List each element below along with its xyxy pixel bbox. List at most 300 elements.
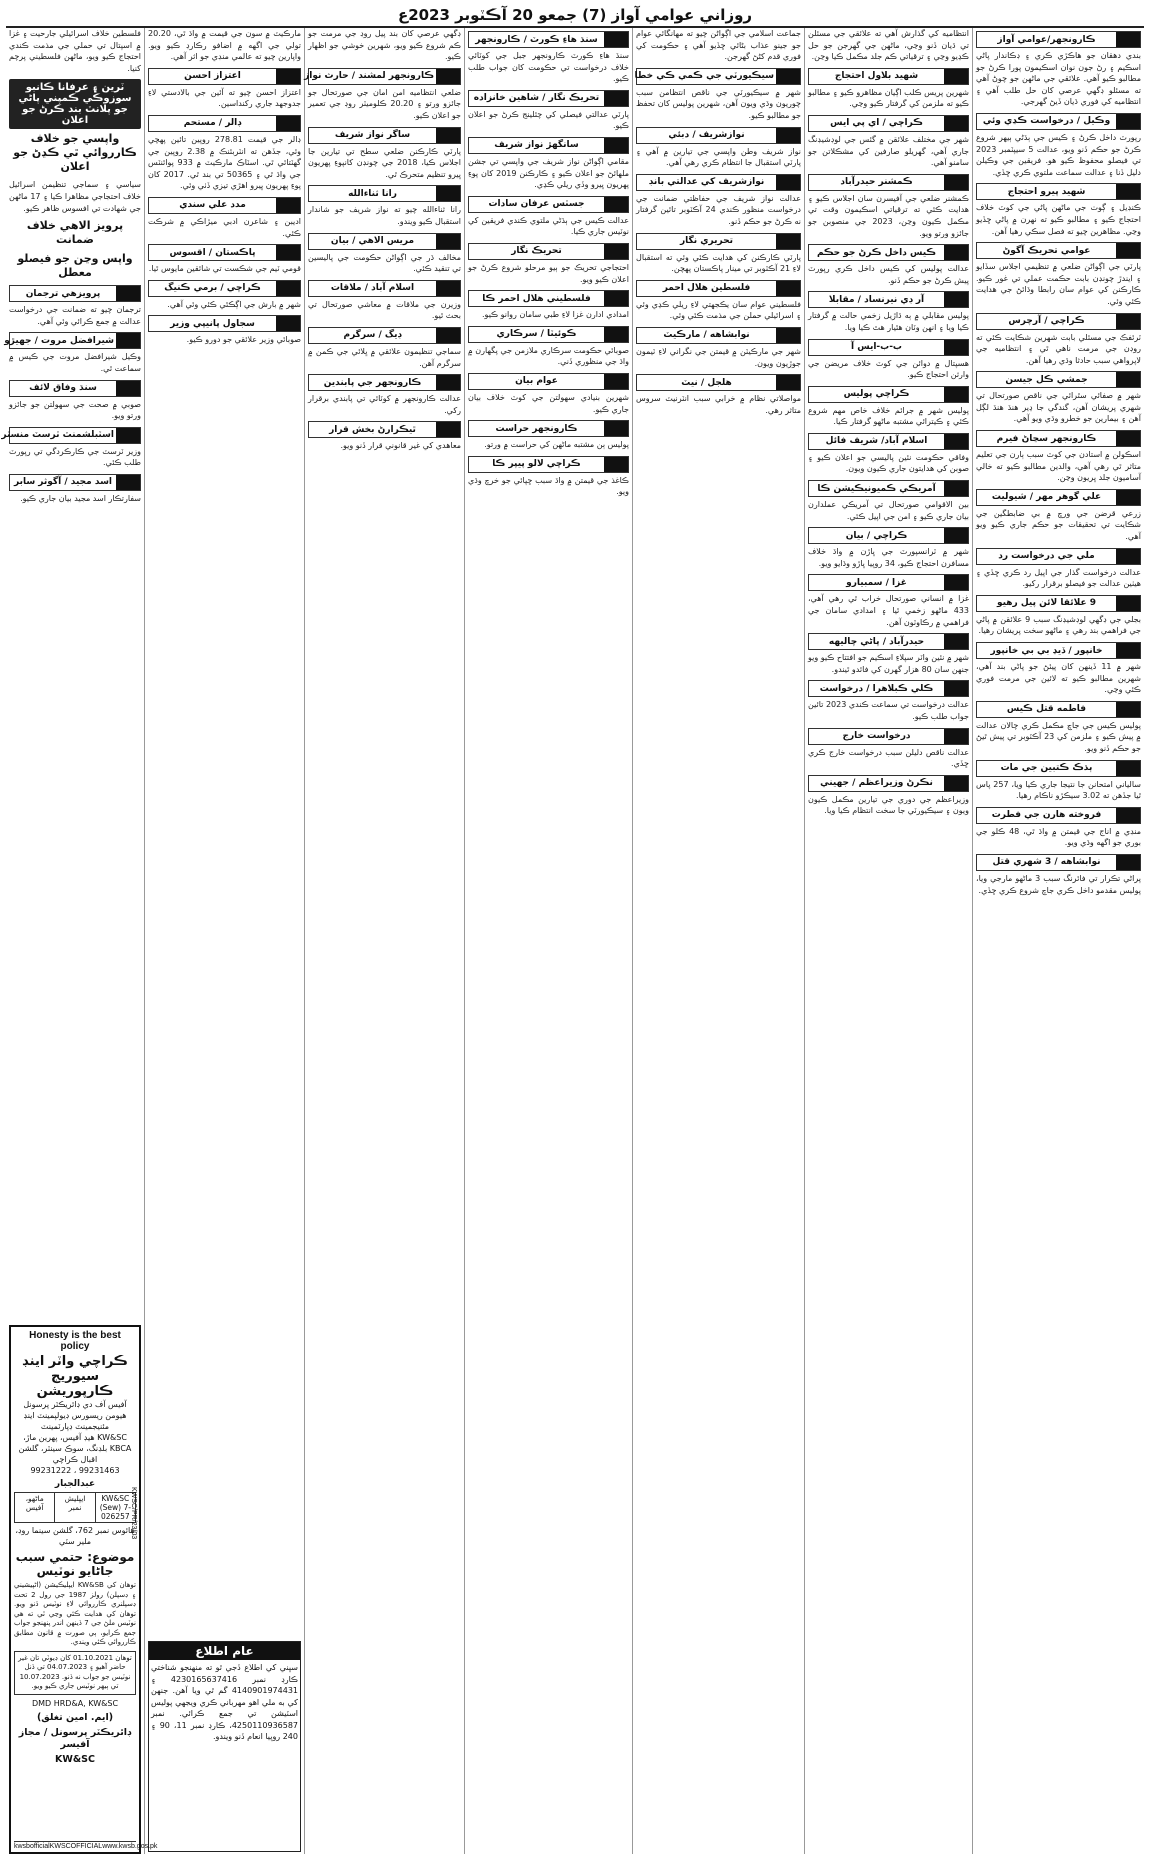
news-story <box>976 854 1141 896</box>
kwsc-advertisement <box>9 1325 158 1854</box>
dateline-box <box>468 326 629 343</box>
dateline-text: ڪمشنر حيدرآباد <box>840 177 913 188</box>
dateline-box <box>308 421 461 438</box>
redaction-block <box>944 776 968 791</box>
story-body: شهر ۾ سيڪيورٽي جي ناقص انتظامن سبب چوريون وڌي ويون آهن، شهرين پوليس کان تحفظ جو مطالبو ڪيو. <box>636 87 801 120</box>
masthead-title: روزاني عوامي آواز (7) جمعو 20 آڪٽوبر 2023ع <box>6 4 1144 28</box>
redaction-block <box>116 428 140 443</box>
news-story <box>148 244 301 275</box>
story-body: اسڪولن ۾ استادن جي کوٽ سبب ٻارن جي تعليم متاثر ٿي رهي آهي، والدين مطالبو ڪيو ته خالي آساميون جلد ڀريون وڃن. <box>976 450 1141 483</box>
dateline-box <box>808 339 969 356</box>
news-story <box>468 290 629 321</box>
story-body: مواصلاتي نظام ۾ خرابي سبب انٽرنيٽ سروس متاثر رهي. <box>636 394 801 415</box>
dateline-text: هلجل / نيٽ <box>681 377 732 388</box>
redaction-block <box>776 328 800 343</box>
dateline-box <box>976 595 1141 612</box>
dateline-text: سنڌ وفاق لائف <box>29 383 97 394</box>
redaction-block <box>1116 372 1140 387</box>
news-story <box>308 233 461 275</box>
redaction-block <box>1116 549 1140 564</box>
story-body: پراڻي تڪرار تي فائرنگ سبب 3 ماڻهو مارجي ويا، پوليس مقدمو داخل ڪري جاچ شروع ڪري ڇڏي. <box>976 873 1141 895</box>
dateline-box <box>636 280 801 297</box>
redaction-block <box>944 681 968 696</box>
dateline-box <box>976 807 1141 824</box>
dateline-text: نوابشاهه / مارڪيٽ <box>663 330 750 341</box>
dateline-text: 9 علائقا لائن پيل رهيو <box>996 598 1097 609</box>
redaction-block <box>276 69 300 84</box>
news-story <box>636 327 801 369</box>
redaction-block <box>776 234 800 249</box>
news-story <box>468 326 629 368</box>
redaction-block <box>604 421 628 436</box>
dateline-text: ساگر نواز شريف <box>334 130 411 141</box>
story-body: شهر ۾ 11 ڏينهن کان پيئڻ جو پاڻي بند آهي، شهرين مطالبو ڪيو ته لائين جي مرمت فوري ڪئي وڃي. <box>976 662 1142 695</box>
story-body: فلسطين خلاف اسرائيلي جارحيت ۽ غزا ۾ اسپتال تي حملي جي مذمت ڪندي احتجاج ڪيو ويو، ماڻهن فلسطيني پرچم کنيا. <box>9 29 141 73</box>
redaction-block <box>1116 114 1140 129</box>
column-5 <box>304 28 464 1854</box>
dateline-text: پرويزهي ترجمان <box>25 288 101 299</box>
dateline-text: تحريڪ نگار <box>511 246 562 257</box>
story-body: غزا ۾ انساني صورتحال خراب ٿي رهي آهي، 433 ماڻهو زخمي ٿيا ۽ امدادي سامان جي فراهمي ۾ رڪاوٽون آهن. <box>808 594 969 627</box>
news-story <box>976 430 1141 484</box>
news-story <box>636 68 801 122</box>
story-body: شهر ۾ بارش جي اڳڪٿي ڪئي وئي آهي. <box>167 299 301 309</box>
dateline-box <box>808 386 969 403</box>
dateline-box <box>468 373 629 390</box>
dateline-text: خانپور / ڏيڍ بي بي خانپور <box>990 645 1103 656</box>
story-body: قومي ٽيم جي شڪست تي شائقين مايوس ٿيا. <box>148 264 301 274</box>
redaction-block <box>1116 702 1140 717</box>
story-body: احتجاجي تحريڪ جو ٻيو مرحلو شروع ڪرڻ جو اعلان ڪيو ويو. <box>468 262 629 284</box>
dateline-box <box>468 90 629 107</box>
ad-subheading: عبدالجبار <box>54 1479 96 1489</box>
news-story <box>308 28 461 63</box>
redaction-block <box>1116 596 1140 611</box>
dateline-box <box>636 174 801 191</box>
news-story <box>148 115 301 192</box>
ad-signer-org: KW&SC <box>55 1753 95 1765</box>
dateline-box <box>308 374 461 391</box>
news-story <box>468 31 629 85</box>
news-story <box>308 327 461 369</box>
news-story <box>976 701 1141 755</box>
story-body: عدالت درخواست گذار جي اپيل رد ڪري ڇڏي ۽ هيٺين عدالت جو فيصلو برقرار رکيو. <box>976 567 1141 589</box>
redaction-block <box>944 481 968 496</box>
ad-policy: Honesty is the best policy <box>29 1330 121 1352</box>
dateline-box <box>308 233 461 250</box>
dateline-text: شهيد پيرو احتجاج <box>1007 186 1086 197</box>
dateline-text: اسلام آباد / ملاقات <box>330 283 415 294</box>
dateline-box <box>148 280 301 297</box>
story-body: سياسي ۽ سماجي تنظيمن اسرائيل خلاف احتجاجي مظاهرا ڪيا ۽ 17 ماڻهن جي شهادت تي افسوس ظاهر ڪيو. <box>9 180 141 213</box>
news-story <box>148 28 301 63</box>
news-story <box>148 197 301 239</box>
dateline-box <box>148 115 301 132</box>
story-body: مقامي اڳواڻن نواز شريف جي واپسي تي جشن ملهائڻ جو اعلان ڪيو ۽ ڪارڪنن 2019 کان پوءِ پهريون ڀيرو وڏي ريلي ڪڍي. <box>468 156 630 190</box>
dateline-text: مريس الاهي / بيان <box>330 236 415 247</box>
story-body: وزيراعظم جي دوري جي تيارين مڪمل ڪيون ويون ۽ سيڪيورٽي جا سخت انتظام ڪيا ويا. <box>808 794 969 816</box>
ad-table <box>14 1492 136 1523</box>
story-body: بين الاقوامي صورتحال تي آمريڪي عملدارن بيان جاري ڪيو ۽ امن جي اپيل ڪئي. <box>808 500 969 521</box>
dateline-box <box>976 489 1141 506</box>
story-body: مارڪيٽ ۾ سون جي قيمت ۾ واڌ ٿي، 20.20 تولي جي اگهه ۾ اضافو رڪارڊ ڪيو ويو. واپارين چيو ته عالمي منڊي جو اثر آهي. <box>148 29 301 62</box>
dateline-box <box>636 233 801 250</box>
dateline-box <box>308 280 461 297</box>
dateline-text: آمريڪي ڪميونيڪيشن ڪا <box>817 483 936 494</box>
redaction-block <box>944 434 968 449</box>
story-body: ڊالر جي قيمت 278.81 روپين تائين پهچي وئي، جڏهن ته انٽربئنڪ ۾ 2.38 روپين جي گهٽتائي ٿي. اسٽاڪ مارڪيٽ ۾ 933 پوائنٽس جي واڌ ٿي ۽ 50365 تي بند ٿي. 2017 کان پوءِ پهريون ڀيرو اهڙي تيزي ڏٺي وئي. <box>148 134 301 191</box>
redaction-block <box>944 634 968 649</box>
story-body: رانا ثناءالله چيو ته نواز شريف جو شاندار استقبال ڪيو ويندو. <box>308 205 461 226</box>
column-1 <box>972 28 1144 1854</box>
dateline-text: مدد علي سندي <box>179 200 246 211</box>
news-story <box>308 421 461 452</box>
redaction-block <box>276 316 300 331</box>
news-story <box>808 386 969 428</box>
dateline-box <box>976 854 1141 871</box>
story-body: عدالت نواز شريف جي حفاظتي ضمانت جي درخواست منظور ڪندي 24 آڪٽوبر تائين گرفتار نه ڪرڻ جو حڪم ڏنو. <box>636 193 801 226</box>
dateline-text: ڊيگ / سرگرم <box>343 330 402 341</box>
ad-signer: (ايم. امين تغلق) <box>36 1711 114 1723</box>
redaction-block <box>944 528 968 543</box>
dateline-text: ڪراچي / آرچرس <box>1008 316 1085 326</box>
redaction-block <box>604 291 628 306</box>
dateline-box <box>808 291 969 308</box>
redaction-block <box>436 69 460 84</box>
news-story <box>9 380 141 422</box>
news-story <box>976 760 1141 802</box>
columns-container <box>1 28 1144 1854</box>
dateline-text: نوازشريف / دبئي <box>668 130 745 141</box>
dateline-box <box>468 137 629 154</box>
dateline-text: ڪيس داخل ڪرڻ جو حڪم <box>816 247 937 258</box>
story-body: عدالت درخواست تي سماعت ڪندي 2023 تائين جواب طلب ڪيو. <box>808 700 969 721</box>
dateline-text: حيدرآباد / پاڻي چاليهه <box>828 636 925 647</box>
dateline-box <box>976 113 1141 130</box>
dateline-text: ڪراچي / اي پي ايس <box>830 118 923 129</box>
redaction-block <box>276 245 300 260</box>
news-story <box>636 233 801 275</box>
dateline-text: تحريڪ نگار / شاهين خانزاده <box>473 93 600 104</box>
news-story <box>808 115 969 169</box>
notice-title: عام اطلاع <box>149 1642 300 1660</box>
dateline-text: ڊالر / مستحم <box>183 118 242 129</box>
redaction-block <box>1116 855 1140 870</box>
story-headline: واپس وڃن جو فيصلو معطل <box>17 252 133 280</box>
news-story <box>308 280 461 322</box>
story-headline: پرويز الاهي خلاف ضمانت <box>26 219 124 247</box>
dateline-box <box>636 127 801 144</box>
story-body: ڪنڊيل ۽ ڳوٺ جي ماڻهن پاڻي جي کوٽ خلاف احتجاج ڪيو ۽ مطالبو ڪيو ته نهرن ۾ پاڻي ڇڏيو وڃي. مظاهرين چيو ته فصل سڪي رهيا آهن. <box>976 203 1141 236</box>
dateline-text: ٻڌڪ ڪتبين جي مات <box>1000 763 1093 774</box>
story-body: منڊي ۾ اناج جي قيمتن ۾ واڌ ٿي، 48 ڪلو جي بوري جو اگهه وڌي ويو. <box>976 826 1141 848</box>
dateline-text: ڪارونجهر لمشند / حارث نواز <box>304 71 434 82</box>
dateline-text: آر ڊي نيرنساد / مقابلا <box>828 294 925 305</box>
story-body: اديبن ۽ شاعرن ادبي ميڙاڪي ۾ شرڪت ڪئي. <box>148 216 301 238</box>
dateline-text: علي گوهر مهر / شيوليت <box>991 492 1102 503</box>
dateline-text: ڪارونجهر/عوامي آواز <box>997 34 1096 45</box>
dateline-box <box>636 374 801 391</box>
story-body: عدالت پوليس کي ڪيس داخل ڪري رپورٽ پيش ڪرڻ جو حڪم ڏنو. <box>808 264 969 285</box>
dateline-box <box>808 574 969 591</box>
dateline-text: فاطمه قتل ڪيس <box>1006 704 1087 715</box>
redaction-block <box>1116 431 1140 446</box>
dateline-box <box>148 315 301 332</box>
dateline-box <box>976 430 1141 447</box>
story-body: امدادي ادارن غزا لاءِ طبي سامان روانو ڪيو. <box>482 310 629 320</box>
news-story <box>976 807 1141 849</box>
ad-box: توهان 01.10.2021 کان ڊيوٽي تان غير حاضر آهيو ۽ 04.07.2023 تي ڏنل نوٽيس جو جواب نه ڏنو. 10.07.2023 تي ٻيهر نوٽيس جاري ڪيو ويو. <box>14 1651 136 1695</box>
story-body: عدالت ڪارونجهر ۾ کوٽائي تي پابندي برقرار رکي. <box>308 394 461 415</box>
ad-dept2: هيومن ريسورس ڊيولپمينٽ اينڊ مئنيجمينٽ ڊپارٽمينٽ <box>23 1411 127 1431</box>
redaction-block <box>1116 314 1140 329</box>
dateline-text: فلسطيني هلال احمر ڪا <box>482 293 591 304</box>
story-body: وفاقي حڪومت نئين پاليسي جو اعلان ڪيو ۽ صوبن کي هدايتون جاري ڪيون ويون. <box>808 452 969 474</box>
news-story <box>636 374 801 416</box>
dateline-text: ڪراچي پوليس <box>843 389 910 400</box>
redaction-block <box>436 128 460 143</box>
news-story <box>976 548 1141 590</box>
news-story <box>808 291 969 333</box>
news-story <box>808 433 969 475</box>
redaction-block <box>116 475 140 490</box>
redaction-block <box>944 116 968 131</box>
story-body: پوليس شهر ۾ جرائم خلاف خاص مهم شروع ڪئي ۽ ڪيترائي مشتبه ماڻهو گرفتار ڪيا. <box>808 405 969 427</box>
redaction-block <box>944 575 968 590</box>
dateline-text: اسد مجيد / آگوثر سابر <box>13 477 113 488</box>
dateline-box <box>468 31 629 48</box>
news-story <box>468 137 629 191</box>
story-body: سنڌ هاءِ ڪورٽ ڪارونجهر جبل جي کوٽائي خلاف درخواست تي حڪومت کان جواب طلب ڪيو. <box>468 51 629 84</box>
story-body: صوبي ۾ صحت جي سهولتن جو جائزو ورتو ويو. <box>9 399 141 421</box>
news-story <box>468 373 629 415</box>
redaction-block <box>1116 808 1140 823</box>
story-body: شهر جي مختلف علائقن ۾ گئس جي لوڊشيڊنگ جاري آهي، گهريلو صارفين کي مشڪلاتن جو سامنو آهي. <box>808 134 969 168</box>
ad-body: توهان کي KW&SB ايپليڪيشن (اڻپيشيني ۽ ڊسپلن) رولز 1987 جي رول 2 تحت ڊسپلنري ڪارروائي لاءِ نوٽيس ڏنو ويو. توهان کي هدايت ڪئي وڃي ٿي ته هي نوٽيس ملڻ جي 7 ڏينهن اندر پنهنجو جواب جمع ڪرايو، ٻي صورت ۾ قانون مطابق ڪارروائي ڪئي ويندي. <box>14 1581 136 1646</box>
story-body: شهر جي مارڪيٽن ۾ قيمتن جي نگراني لاءِ ٽيمون جوڙيون ويون. <box>636 346 801 368</box>
news-story <box>304 68 461 122</box>
dateline-text: نڪرڻ وزيراعظم / جهيني <box>820 778 933 789</box>
redaction-block <box>944 245 968 260</box>
dateline-text: نوابشاهه / 3 شهري قتل <box>992 857 1101 868</box>
story-body: شهر ۾ ٽرانسپورٽ جي ڀاڙن ۾ واڌ خلاف مسافرن احتجاج ڪيو، 34 روپيا ڀاڙو وڌايو ويو. <box>808 547 969 568</box>
ad-phone: 99231222 <box>30 1466 72 1475</box>
story-body: فلسطيني عوام سان يڪجهتي لاءِ ريلي ڪڍي وئي ۽ اسرائيلي حملن جي مذمت ڪئي وئي. <box>636 299 801 321</box>
column-4 <box>464 28 632 1854</box>
story-body: انتظاميه کي گذارش آهي ته علائقي جي مسئلن تي ڌيان ڏنو وڃي، ماڻهن جي گهرجن جو حل ڪڍيو وڃي ۽ ترقياتي ڪم جلد مڪمل ڪيا وڃن. <box>808 29 969 62</box>
dateline-box <box>148 244 301 261</box>
ad-address: KW&SC هيڊ آفيس، پهرين ماڙ، KBCA بلڊنگ، سوڪ سينٽر، گلشن اقبال ڪراچي <box>18 1433 132 1464</box>
redaction-block <box>944 175 968 190</box>
story-body: وزيرن جي ملاقات ۾ معاشي صورتحال تي بحث ٿيو. <box>308 299 461 321</box>
news-story <box>808 728 969 770</box>
dateline-box <box>308 327 461 344</box>
news-story <box>9 28 141 74</box>
news-story <box>976 595 1141 637</box>
ad-vertical-code: KWSC/PR/23/03 <box>130 1487 137 1540</box>
story-body: شهر ۾ صفائي سٿرائي جي ناقص صورتحال تي شهري پريشان آهن، گندگي جا ڍير هنڌ هنڌ لڳل آهن ۽ بيمارين جو خطرو وڌي ويو آهي. <box>976 391 1141 424</box>
dateline-text: فروخته هارن جي فطرت <box>991 810 1102 821</box>
story-body: پوليس ڪيس جي جاچ مڪمل ڪري چالان عدالت ۾ پيش ڪيو ۽ ملزمن کي 23 آڪٽوبر تي پيش ٿيڻ جو حڪم ڏنو ويو. <box>976 720 1141 753</box>
news-story <box>976 242 1141 307</box>
redaction-block <box>1116 243 1140 258</box>
dateline-text: سيڪيورٽي جي ڪمي ڪي خطا <box>634 71 774 82</box>
news-story <box>808 244 969 286</box>
dateline-text: ڪوئيٽا / سرڪاري <box>496 329 577 340</box>
dateline-box <box>976 701 1141 718</box>
news-story <box>308 374 461 416</box>
redaction-block <box>116 333 140 348</box>
story-body: معاهدي کي غير قانوني قرار ڏنو ويو. <box>340 441 461 451</box>
story-body: بندي دهقان جو هاڪڙي ڪري ۽ ڊڪاندار پاڻي اسڪيم ۽ رڻ جون نوان اسڪيمون پورا ڪرڻ جو مطالبو ڪيو آهي. علائقي جي ماڻهن جو چوڻ آهي ته مسئلو ڊگهي عرصي کان حل طلب آهي ۽ انتظاميه کي فوري ڌيان ڏيڻ گهرجي. <box>976 51 1141 107</box>
story-body: ضلعي انتظاميه امن امان جي صورتحال جو جائزو ورتو ۽ 20.20 ڪلوميٽر روڊ جي تعمير جو اعلان ڪيو. <box>308 87 461 120</box>
ad-code: DMD HRD&A, KW&SC <box>31 1698 119 1708</box>
dateline-text: ڪراچي لالو پيپر ڪا <box>492 459 581 470</box>
news-story <box>808 480 969 522</box>
redaction-block <box>944 387 968 402</box>
dateline-text: اعتزاز احسن <box>184 71 241 82</box>
story-body: سفارتڪار اسد مجيد بيان جاري ڪيو. <box>20 493 141 503</box>
dateline-text: جمشي ڪل جيسن <box>1005 374 1088 385</box>
dateline-box <box>976 183 1141 200</box>
dateline-box <box>808 527 969 544</box>
redaction-block <box>944 292 968 307</box>
news-story <box>636 280 801 322</box>
story-body: پارٽي ڪارڪنن کي هدايت ڪئي وئي ته استقبال لاءِ 21 آڪٽوبر تي مينار پاڪستان پهچن. <box>636 252 801 274</box>
story-body: پارٽي عدالتي فيصلي کي چئلينج ڪرڻ جو اعلان ڪيو. <box>468 109 629 131</box>
dateline-text: ڪارونجهر جي پابندين <box>323 377 422 388</box>
news-story <box>1 427 141 469</box>
story-body: شهر ۾ نئين واٽر سپلاءِ اسڪيم جو افتتاح ڪيو ويو جنهن سان 80 هزار گهرن کي فائدو ٿيندو. <box>808 653 969 674</box>
news-story <box>9 252 141 280</box>
news-story <box>808 339 969 381</box>
dateline-box <box>976 642 1141 659</box>
story-body: نواز شريف وطن واپسي جي تيارين ۾ آهي ۽ پارٽي استقبال جا انتظام ڪري رهي آهي. <box>636 146 801 168</box>
news-story <box>468 90 629 132</box>
dateline-text: ب-ب-ايس آ <box>851 342 902 352</box>
redaction-block <box>776 375 800 390</box>
news-story <box>468 196 629 238</box>
dateline-box <box>808 680 969 697</box>
dateline-box <box>976 760 1141 777</box>
news-story <box>468 456 629 498</box>
column-3 <box>632 28 804 1854</box>
news-story <box>976 183 1141 237</box>
news-story <box>976 313 1141 367</box>
dateline-text: ڪارونجهر سڃاڻ فيرم <box>996 433 1097 444</box>
story-body: صوبائي وزير علائقي جو دورو ڪيو. <box>186 335 301 345</box>
dateline-text: وڪيل / درخواست ڪڍي وئي <box>982 116 1111 127</box>
redaction-block <box>776 128 800 143</box>
redaction-block <box>116 381 140 396</box>
redaction-block <box>436 234 460 249</box>
redaction-block <box>604 244 628 259</box>
redaction-block <box>1116 184 1140 199</box>
highlight-headline: ٽرين ۽ عرفانا ڪانبو سوزوڪي ڪمپني پاڻي جو پلانٽ بند ڪرڻ جو اعلان <box>9 79 141 129</box>
redaction-block <box>604 32 628 47</box>
ad-social-link[interactable]: KWSCOFFICIAL <box>49 1843 103 1850</box>
dateline-text: غزا / سمبيارو <box>846 577 907 588</box>
dateline-text: سانگھڙ نواز شريف <box>494 140 579 151</box>
news-story <box>9 179 141 214</box>
story-body: سالياني امتحانن جا نتيجا جاري ڪيا ويا، 257 پاس ٿيا جڏهن ته 3.02 سيڪڙو ناڪام رهيا. <box>976 779 1141 801</box>
dateline-text: شيرافضل مروت / جهيڙو <box>4 335 114 346</box>
dateline-box <box>808 115 969 132</box>
dateline-box <box>304 68 461 85</box>
story-body: ٽرئفڪ جي مسئلي بابت شهرين شڪايت ڪئي ته روڊن جي مرمت ناهي ٿي ۽ انتظاميه جي لاپرواهي سبب حادثا وڌي رهيا آهن. <box>976 332 1141 365</box>
dateline-text: عوامي تحريڪ آگوڻ <box>1002 245 1091 256</box>
news-story <box>636 174 801 228</box>
dateline-box <box>148 197 301 214</box>
story-body: ترجمان چيو ته ضمانت جي درخواست عدالت ۾ جمع ڪرائي وئي آهي. <box>9 305 141 326</box>
redaction-block <box>1116 32 1140 47</box>
ad-phone: 99231463 <box>78 1466 120 1475</box>
dateline-text: نوازشريف کي عدالتي بانڊ <box>648 177 765 188</box>
dateline-box <box>9 474 141 491</box>
news-story <box>976 489 1141 543</box>
dateline-text: عوام بيان <box>515 376 558 387</box>
column-7 <box>1 28 158 1854</box>
story-body: مخالف ڌر جي اڳواڻن حڪومت جي پاليسين تي تنقيد ڪئي. <box>308 252 461 274</box>
story-body: جماعت اسلامي جي اڳواڻن چيو ته مهانگائي عوام جو جينو عذاب بڻائي ڇڏيو آهي ۽ حڪومت کي فوري قدم کڻڻ گهرجن. <box>636 29 801 62</box>
story-body: پوليس ٻن مشتبه ماڻهن کي حراست ۾ ورتو. <box>484 440 629 450</box>
ad-website-link[interactable]: www.kwsb.gos.pk <box>102 1843 158 1850</box>
story-body: رپورٽ داخل ڪرڻ ۽ ڪيس جي ٻڌڻي ٻيهر شروع ڪرڻ جو حڪم ڏنو ويو، عدالت 5 سيپٽمبر 2023 تي فيصلو محفوظ ڪيو هو. فريقين جي وڪيلن دليل ڏنا ۽ عدالت سماعت ملتوي ڪري ڇڏي. <box>976 132 1141 177</box>
ad-table-cell: ايپليش نمبر <box>54 1493 94 1522</box>
story-body: ڪاغذ جي قيمتن ۾ واڌ سبب ڇپائي جو خرچ وڌي ويو. <box>468 475 629 497</box>
dateline-box <box>808 68 969 85</box>
story-body: پارٽي جي اڳواڻن ضلعي ۾ تنظيمي اجلاس سڏايو ۽ ايندڙ چونڊن بابت حڪمت عملي تي غور ڪيو. ڪارڪنن کي عوام سان رابطا وڌائڻ جي هدايت ڪئي وئي. <box>976 262 1141 306</box>
dateline-text: ڪارونجهر حراست <box>495 423 578 434</box>
story-body: شهرين پريس ڪلب اڳيان مظاهرو ڪيو ۽ مطالبو ڪيو ته ملزمن کي گرفتار ڪيو وڃي. <box>808 87 969 109</box>
dateline-box <box>808 633 969 650</box>
news-story <box>808 28 969 63</box>
story-headline: واپسي جو خلاف ڪارروائي ٿي ڪڍڻ جو اعلان <box>13 132 137 174</box>
dateline-text: ڪراچي / برمي ڪنيگ <box>164 283 261 294</box>
dateline-box <box>976 31 1141 48</box>
dateline-box <box>808 174 969 191</box>
news-story <box>808 574 969 628</box>
redaction-block <box>116 286 140 301</box>
ad-social-link[interactable]: kwsbofficial <box>14 1843 50 1850</box>
public-notice <box>148 1641 301 1852</box>
dateline-text: اسٽبلشمنٽ ٽرسٽ منسٽر <box>1 430 114 441</box>
story-body: زرعي قرضن جي ورڇ ۾ بي ضابطگين جي شڪايت تي تحقيقات جو حڪم جاري ڪيو ويو آهي. <box>976 508 1141 542</box>
redaction-block <box>276 198 300 213</box>
dateline-box <box>148 68 301 85</box>
dateline-box <box>468 456 629 473</box>
news-story <box>148 68 301 110</box>
redaction-block <box>276 116 300 131</box>
column-6 <box>144 28 304 1854</box>
dateline-box <box>1 427 141 444</box>
news-story <box>9 285 141 327</box>
news-story <box>808 775 969 817</box>
story-body: بجلي جي ڊگهي لوڊشيڊنگ سبب 9 علائقن ۾ پاڻي جي فراهمي بند رهي ۽ ماڻهو سخت پريشان رهيا. <box>976 614 1141 636</box>
redaction-block <box>276 281 300 296</box>
redaction-block <box>604 138 628 153</box>
news-story <box>308 127 461 181</box>
news-story <box>308 185 461 227</box>
dateline-text: ڪراچي / بيان <box>845 530 908 541</box>
redaction-block <box>1116 490 1140 505</box>
redaction-block <box>604 91 628 106</box>
story-body: هسپتال ۾ دوائن جي کوٽ خلاف مريضن جي وارثن احتجاج ڪيو. <box>808 358 969 380</box>
dateline-box <box>636 68 801 85</box>
news-story <box>9 219 141 247</box>
dateline-text: درخواست خارج <box>842 731 911 742</box>
ad-notice-title: موضوع: حتمي سبب جاڻايو نوٽيس <box>15 1550 135 1578</box>
